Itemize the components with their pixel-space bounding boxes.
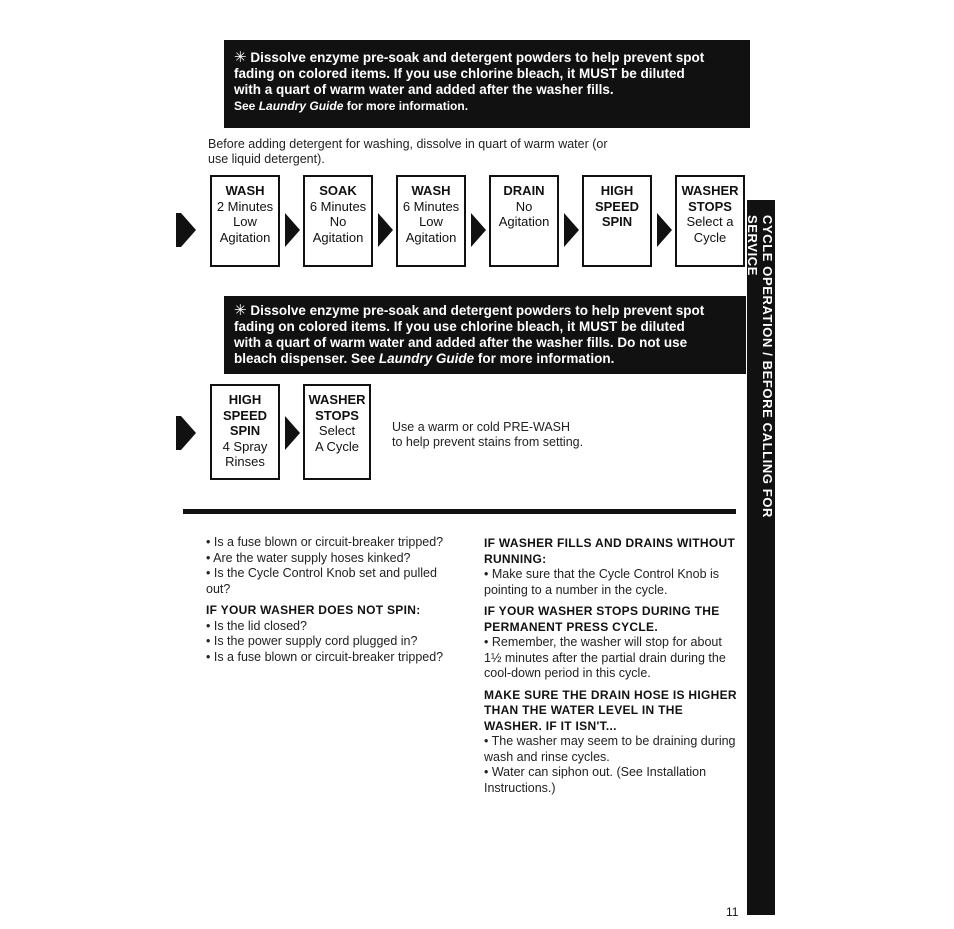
- step-line: No: [515, 198, 533, 214]
- banner-text: for more information.: [343, 99, 469, 113]
- troubleshoot-heading: IF YOUR WASHER DOES NOT SPIN:: [206, 603, 421, 617]
- bullet-item: • Is the Cycle Control Knob set and pulled out?: [206, 566, 437, 596]
- step-title: SPIN: [229, 423, 261, 438]
- flow-arrow-icon: [285, 213, 300, 247]
- troubleshoot-right-column: [484, 536, 742, 796]
- step-line: Agitation: [312, 229, 364, 245]
- step-line: Select a: [686, 214, 734, 229]
- banner-line: Dissolve enzyme pre-soak and detergent powders to help prevent spot: [250, 50, 705, 65]
- bullet-item: • Is a fuse blown or circuit-breaker tripped?: [206, 649, 444, 664]
- step-title: WASH: [411, 183, 451, 198]
- step-line: 6 Minutes: [309, 198, 367, 214]
- step-title: SPEED: [594, 198, 640, 214]
- bullet-item: • Remember, the washer will stop for about 1½ minutes after the partial drain during the cool-down period in this cycle.: [484, 635, 726, 680]
- note-line: Use a warm or cold PRE-WASH: [392, 420, 571, 434]
- banner-line: with a quart of warm water and added after the washer fills.: [234, 82, 614, 97]
- step-title: SPIN: [601, 214, 633, 229]
- bullet-item: • Make sure that the Cycle Control Knob is pointing to a number in the cycle.: [484, 567, 720, 597]
- banner-line: fading on colored items. If you use chlorine bleach, it MUST be diluted: [234, 319, 685, 334]
- asterisk-icon: ✳: [234, 302, 247, 319]
- step-title: STOPS: [315, 407, 359, 423]
- laundry-guide-ref: Laundry Guide: [378, 351, 475, 366]
- section-divider: [183, 509, 736, 514]
- intro-line: Before adding detergent for washing, dissolve in quart of warm water (or: [208, 137, 608, 151]
- step-title: DRAIN: [503, 183, 545, 198]
- section-side-tab-label: CYCLE OPERATION / BEFORE CALLING FOR SERVICE: [745, 215, 775, 519]
- info-banner-bottom: [224, 296, 746, 374]
- step-title: SOAK: [319, 183, 357, 198]
- step-title: SPEED: [222, 407, 268, 423]
- troubleshoot-heading: IF WASHER FILLS AND DRAINS WITHOUT RUNNING:: [484, 536, 736, 566]
- flow-arrow-icon: [657, 213, 672, 247]
- flow-arrow-icon: [471, 213, 486, 247]
- step-title: HIGH: [228, 392, 262, 407]
- asterisk-icon: ✳: [234, 49, 247, 66]
- troubleshoot-left-column: [206, 535, 461, 665]
- step-title: WASH: [225, 183, 265, 198]
- step-title: WASHER: [681, 183, 739, 198]
- step-high-speed-spin-rinse: [210, 384, 280, 480]
- bullet-item: • Is a fuse blown or circuit-breaker tripped?: [206, 535, 444, 549]
- step-soak: [303, 175, 373, 267]
- banner-text: bleach dispenser. See: [234, 351, 379, 366]
- step-wash-2: [396, 175, 466, 267]
- flow-arrow-icon: [564, 213, 579, 247]
- bullet-item: • Is the lid closed?: [206, 618, 307, 633]
- step-high-speed-spin: [582, 175, 652, 267]
- flow-arrow-icon: [181, 416, 196, 450]
- step-line: Agitation: [219, 229, 271, 245]
- laundry-guide-ref: Laundry Guide: [258, 99, 344, 113]
- step-line: Low: [233, 214, 257, 229]
- flow-arrow-icon: [378, 213, 393, 247]
- bullet-item: • Is the power supply cord plugged in?: [206, 634, 418, 648]
- note-line: to help prevent stains from setting.: [392, 435, 584, 449]
- step-title: HIGH: [600, 183, 634, 198]
- troubleshoot-heading: MAKE SURE THE DRAIN HOSE IS HIGHER THAN THE WATER LEVEL IN THE WASHER. IF IT ISN'T...: [484, 687, 737, 733]
- step-line: 6 Minutes: [402, 198, 460, 214]
- troubleshoot-heading: IF YOUR WASHER STOPS DURING THE PERMANENT PRESS CYCLE.: [484, 604, 720, 634]
- banner-line: fading on colored items. If you use chlorine bleach, it MUST be diluted: [234, 66, 685, 81]
- step-drain: [489, 175, 559, 267]
- flow-arrow-icon: [181, 213, 196, 247]
- step-title: STOPS: [688, 198, 732, 214]
- step-line: No: [329, 214, 347, 229]
- step-washer-stops: [675, 175, 745, 267]
- banner-text: for more information.: [474, 351, 615, 366]
- info-banner-top: [224, 40, 750, 128]
- step-line: Agitation: [498, 214, 550, 229]
- bullet-item: • The washer may seem to be draining during wash and rinse cycles.: [484, 734, 736, 764]
- intro-text: [208, 137, 688, 167]
- step-line: 2 Minutes: [216, 198, 274, 214]
- banner-line: with a quart of warm water and added after the washer fills. Do not use: [234, 335, 688, 350]
- step-line: Low: [419, 214, 443, 229]
- banner-text: See: [234, 99, 259, 113]
- step-washer-stops-2: [303, 384, 371, 480]
- step-line: Select: [318, 423, 356, 438]
- step-line: Agitation: [405, 229, 457, 245]
- step-line: Cycle: [693, 229, 727, 245]
- step-line: 4 Spray: [222, 438, 268, 454]
- step-wash-1: [210, 175, 280, 267]
- flow-arrow-icon: [285, 416, 300, 450]
- bullet-item: • Are the water supply hoses kinked?: [206, 550, 411, 565]
- intro-line: use liquid detergent).: [208, 152, 325, 166]
- step-line: A Cycle: [314, 438, 360, 454]
- step-line: Rinses: [225, 454, 265, 469]
- step-title: WASHER: [308, 392, 366, 407]
- prewash-note: [392, 420, 583, 450]
- page-number: 11: [726, 905, 739, 919]
- banner-line: Dissolve enzyme pre-soak and detergent powders to help prevent spot: [250, 303, 705, 318]
- bullet-item: • Water can siphon out. (See Installation Instructions.): [484, 765, 707, 795]
